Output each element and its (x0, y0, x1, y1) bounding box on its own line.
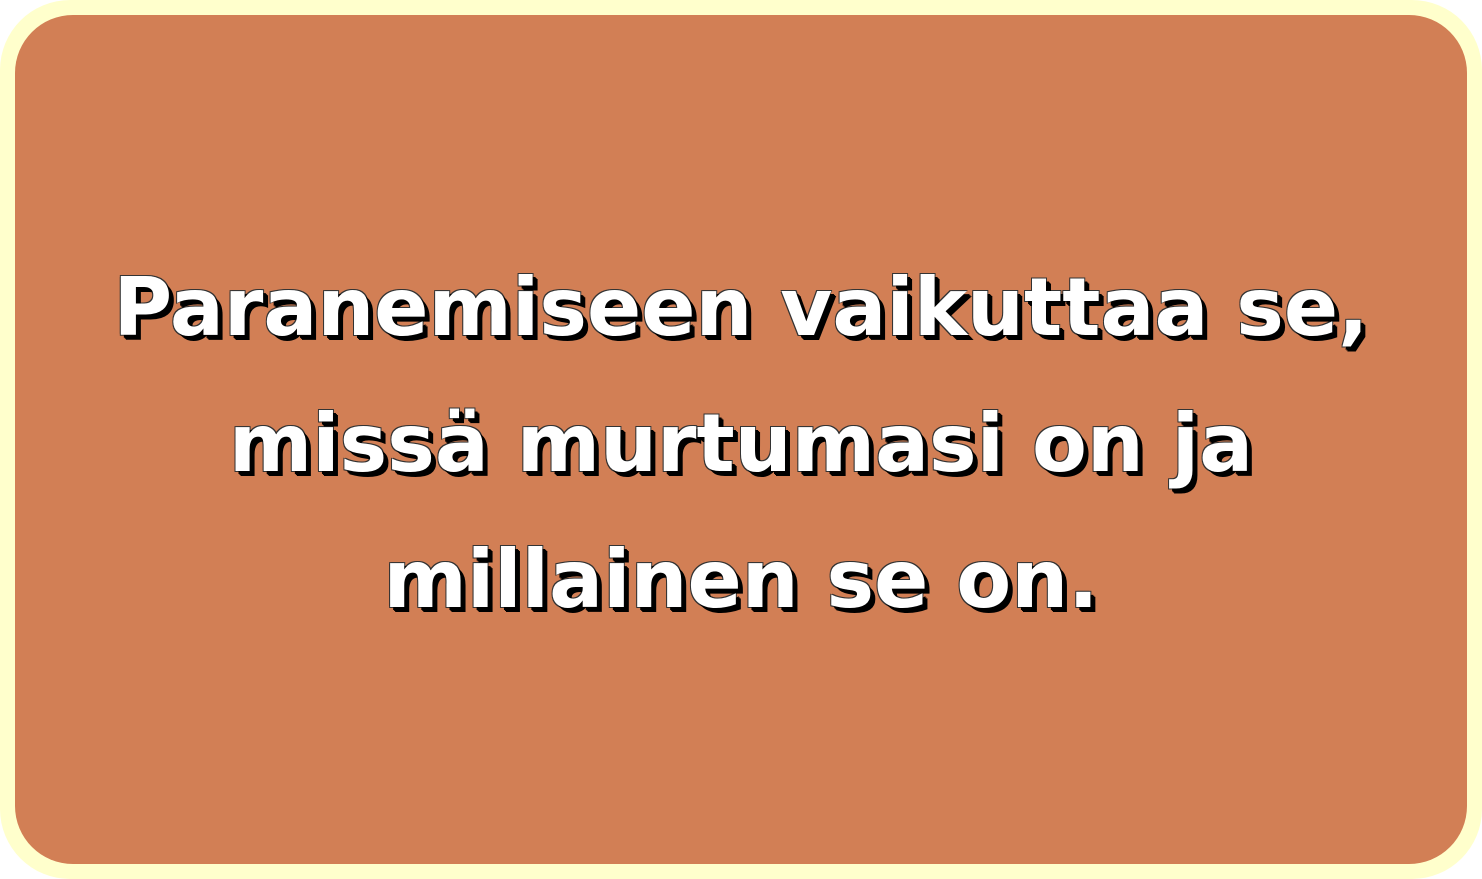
message-line-3: millainen se on. (383, 532, 1099, 626)
message-line-2: missä murtumasi on ja (228, 396, 1254, 490)
message-line-1: Paranemiseen vaikuttaa se, (113, 260, 1369, 354)
slide-message (91, 240, 1391, 648)
slide-card (15, 15, 1467, 864)
